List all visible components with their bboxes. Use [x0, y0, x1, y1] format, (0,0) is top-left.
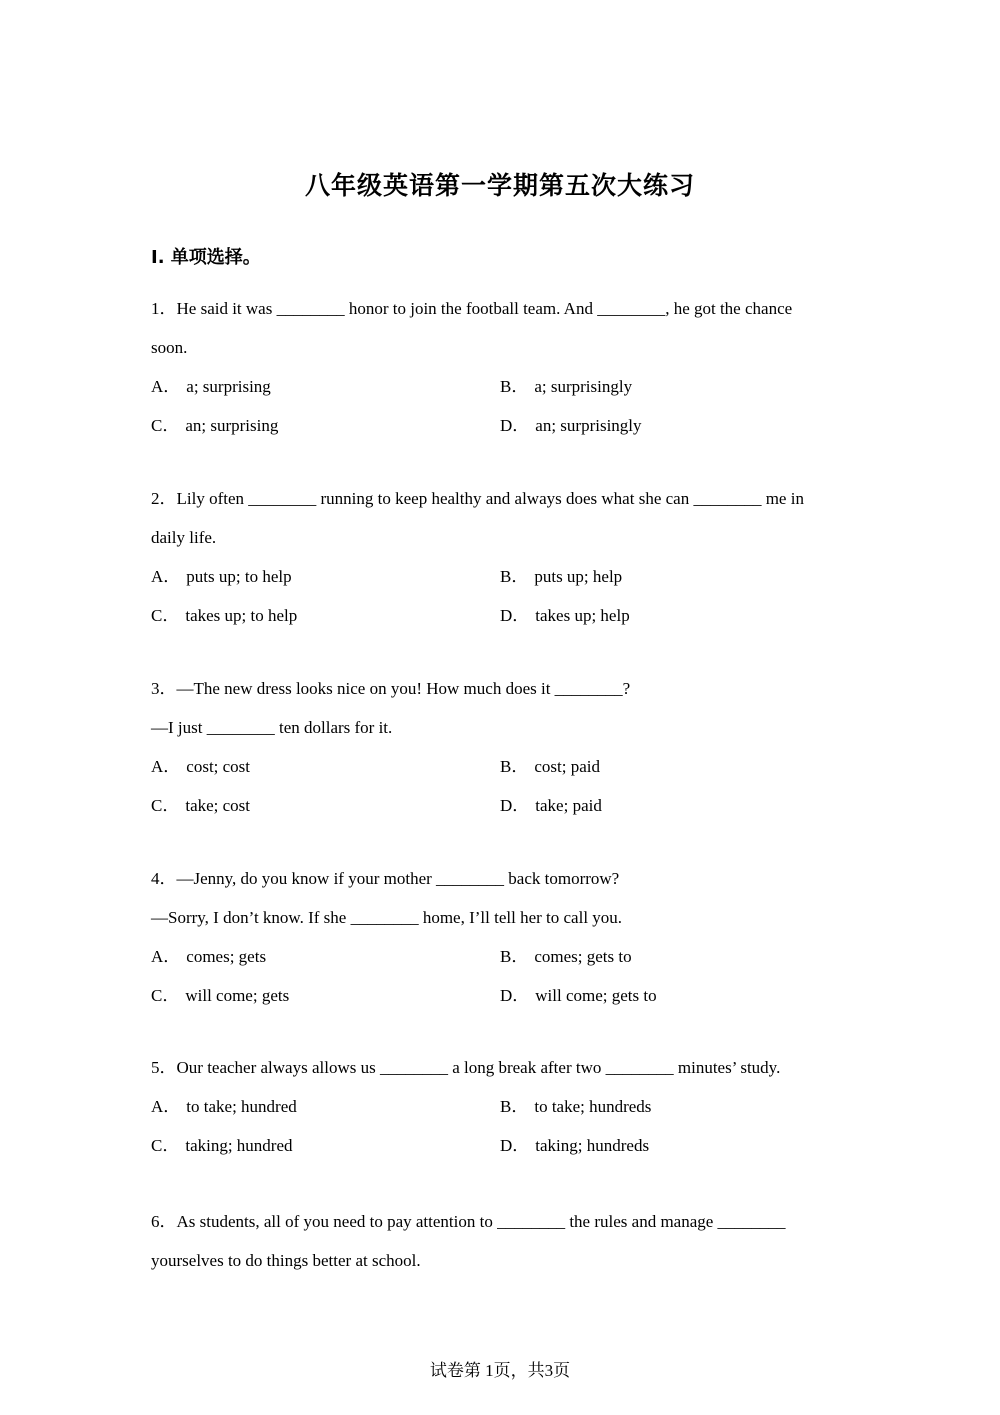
option-text: take; paid [535, 796, 602, 815]
option-letter: B． [500, 1097, 529, 1116]
option-text: take; cost [185, 796, 251, 815]
option-a[interactable] [151, 947, 266, 967]
section-heading: I. 单项选择。 [151, 247, 261, 268]
question-stem-line: daily life. [151, 528, 217, 547]
option-text: comes; gets [186, 947, 267, 966]
option-text: will come; gets [185, 986, 290, 1005]
option-c[interactable] [151, 1136, 293, 1156]
question-4 [151, 869, 841, 1005]
question-2 [151, 489, 841, 625]
option-text: will come; gets to [535, 986, 657, 1005]
option-letter: C． [151, 986, 180, 1005]
option-letter: B． [500, 947, 529, 966]
option-text: takes up; help [535, 606, 630, 625]
question-1 [151, 299, 841, 435]
option-text: puts up; help [534, 567, 623, 586]
question-stem-line: 4．—Jenny, do you know if your mother ________ back tomorrow? [151, 869, 620, 888]
question-6 [151, 1212, 841, 1290]
option-text: puts up; to help [186, 567, 292, 586]
option-text: cost; cost [186, 757, 251, 776]
option-c[interactable] [151, 416, 278, 436]
option-text: taking; hundred [185, 1136, 293, 1155]
option-text: cost; paid [534, 757, 600, 776]
question-stem-line: —I just ________ ten dollars for it. [151, 718, 393, 737]
option-text: taking; hundreds [535, 1136, 650, 1155]
option-b[interactable] [500, 947, 632, 967]
question-stem-line: 5．Our teacher always allows us ________ a long break after two ________ minutes’ study. [151, 1058, 781, 1077]
option-letter: A． [151, 947, 181, 966]
option-letter: D． [500, 606, 530, 625]
question-5 [151, 1058, 841, 1155]
option-letter: D． [500, 416, 530, 435]
option-d[interactable] [500, 606, 630, 626]
option-text: a; surprisingly [534, 377, 633, 396]
option-letter: D． [500, 796, 530, 815]
page-title: 八年级英语第一学期第五次大练习 [304, 171, 695, 200]
option-a[interactable] [151, 567, 292, 587]
option-d[interactable] [500, 796, 602, 816]
question-3 [151, 679, 841, 815]
page-footer: 试卷第 1页，共3页 [429, 1361, 571, 1380]
option-c[interactable] [151, 796, 250, 816]
option-letter: C． [151, 796, 180, 815]
option-letter: C． [151, 416, 180, 435]
option-b[interactable] [500, 1097, 651, 1117]
option-text: an; surprisingly [535, 416, 642, 435]
option-letter: A． [151, 377, 181, 396]
option-letter: A． [151, 567, 181, 586]
option-a[interactable] [151, 1097, 297, 1117]
option-text: takes up; to help [185, 606, 298, 625]
option-text: to take; hundred [186, 1097, 297, 1116]
option-c[interactable] [151, 606, 297, 626]
question-stem-line: 6．As students, all of you need to pay attention to ________ the rules and manage ________ [151, 1212, 786, 1231]
option-c[interactable] [151, 986, 289, 1006]
question-stem-line: 1．He said it was ________ honor to join the football team. And ________, he got the chance [151, 299, 793, 318]
option-text: an; surprising [185, 416, 279, 435]
option-text: a; surprising [186, 377, 271, 396]
option-text: comes; gets to [534, 947, 632, 966]
option-letter: C． [151, 1136, 180, 1155]
option-letter: A． [151, 1097, 181, 1116]
option-letter: D． [500, 986, 530, 1005]
option-d[interactable] [500, 416, 642, 436]
option-letter: A． [151, 757, 181, 776]
question-stem-line: —Sorry, I don’t know. If she ________ home, I’ll tell her to call you. [151, 908, 623, 927]
option-a[interactable] [151, 377, 271, 397]
option-d[interactable] [500, 986, 657, 1006]
option-b[interactable] [500, 567, 622, 587]
option-letter: B． [500, 567, 529, 586]
option-letter: C． [151, 606, 180, 625]
option-a[interactable] [151, 757, 250, 777]
option-b[interactable] [500, 377, 632, 397]
option-text: to take; hundreds [534, 1097, 652, 1116]
option-b[interactable] [500, 757, 600, 777]
option-letter: D． [500, 1136, 530, 1155]
option-d[interactable] [500, 1136, 649, 1156]
option-letter: B． [500, 377, 529, 396]
question-stem-line: 2．Lily often ________ running to keep healthy and always does what she can ________ me in [151, 489, 804, 508]
question-stem-line: 3．—The new dress looks nice on you! How much does it ________? [151, 679, 631, 698]
option-letter: B． [500, 757, 529, 776]
question-stem-line: yourselves to do things better at school. [151, 1251, 421, 1270]
question-stem-line: soon. [151, 338, 188, 357]
